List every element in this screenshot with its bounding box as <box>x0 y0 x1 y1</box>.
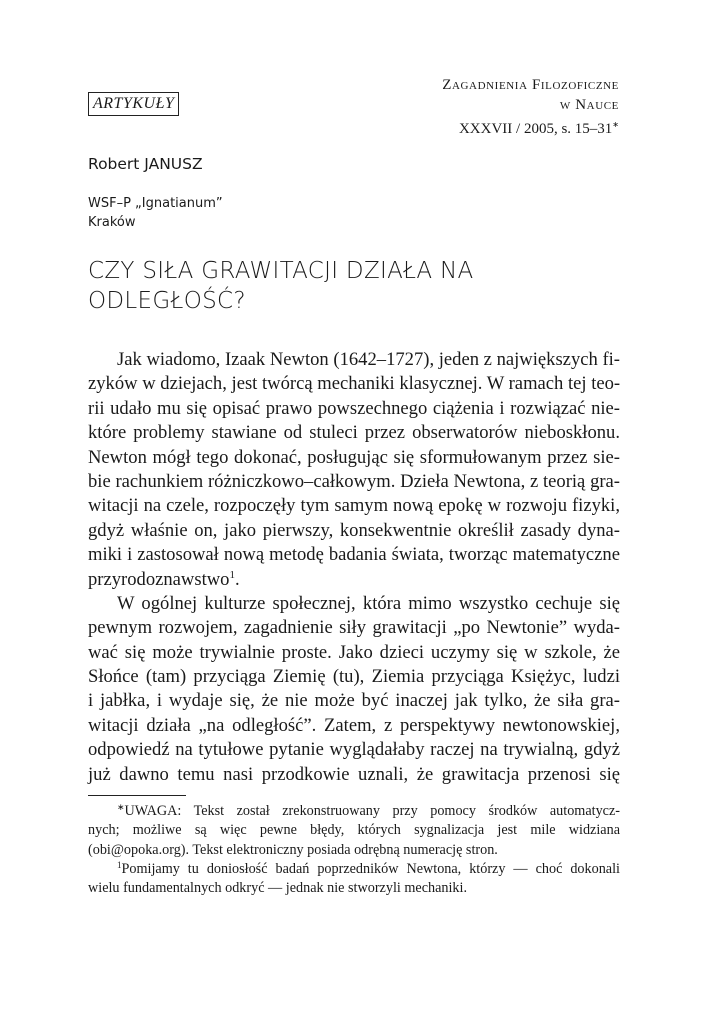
body-line: Słońce (tam) przyciąga Ziemię (tu), Ziemia przyciąga Księżyc, ludzi <box>88 666 620 688</box>
body-line: bie rachunkiem różniczkowo–całkowym. Dzieła Newtona, z teorią gra- <box>88 470 620 492</box>
journal-note-marker: ∗ <box>612 120 619 129</box>
footnote-marker: ∗ <box>117 802 125 812</box>
title-line: CZY SIŁA GRAWITACJI DZIAŁA NA <box>88 258 474 284</box>
footnote-line: nych; możliwe są więc pewne błędy, których sygnalizacja jest mile widziana <box>88 822 620 839</box>
footnote-divider <box>88 795 186 796</box>
body-line: już dawno temu nasi przodkowie uznali, że grawitacja przenosi się <box>88 763 620 785</box>
article-title <box>88 256 648 316</box>
body-line: miki i zastosował nową metodę badania świata, tworząc matematyczne <box>88 544 620 566</box>
journal-name: Zagadnienia Filozoficzne <box>442 77 619 93</box>
body-line: wać się może trywialnie proste. Jako dzieci uczymy się w szkole, że <box>88 641 620 663</box>
body-line: Jak wiadomo, Izaak Newton (1642–1727), jeden z największych fi- <box>117 349 620 370</box>
footnote-text: UWAGA: Tekst został zrekonstruowany przy pomocy środków automatycz- <box>124 803 620 819</box>
footnote-ref: 1 <box>229 568 235 581</box>
footnote-line: (obi@opoka.org). Tekst elektroniczny posiada odrębną numerację stron. <box>88 841 498 858</box>
body-line: zyków w dziejach, jest twórcą mechaniki klasycznej. W ramach tej teo- <box>88 373 621 395</box>
body-line: odpowiedź na tytułowe pytanie wyglądałaby raczej na trywialną, gdyż <box>88 739 620 761</box>
footnote-marker: 1 <box>117 859 122 870</box>
author-city: Kraków <box>88 215 136 230</box>
author-name: Robert JANUSZ <box>88 155 203 173</box>
body-line: Newton mógł tego dokonać, posługując się sformułowanym przez sie- <box>88 446 620 468</box>
journal-subname: w Nauce <box>559 97 619 113</box>
article-body <box>88 348 620 787</box>
body-line-text: przyrodoznawstwo <box>88 568 230 590</box>
footnote-line <box>88 860 620 879</box>
footnote-text: Pomijamy tu doniosłość badań poprzedników Newtona, którzy — choć dokonali <box>121 860 620 877</box>
journal-volume-pages: XXXVII / 2005, s. 15–31 <box>458 121 613 137</box>
title-line: ODLEGŁOŚĆ? <box>88 288 246 314</box>
author-affiliation: WSF–P „Ignatianum” <box>88 196 223 211</box>
journal-issue <box>442 115 619 139</box>
body-line-end: . <box>234 568 240 590</box>
body-line <box>88 568 620 592</box>
body-line: rii udało mu się opisać prawo powszechnego ciążenia i rozwiązać nie- <box>88 397 620 419</box>
footnotes <box>88 802 620 898</box>
body-line: gdyż właśnie on, jako pierwszy, konsekwentnie określił zasady dyna- <box>88 519 620 541</box>
body-line: witacji działa „na odległość”. Zatem, z perspektywy newtonowskiej, <box>88 714 620 736</box>
body-line: witacji na czele, rozpoczęły tym samym nową epokę w rozwoju fizyki, <box>88 495 620 517</box>
section-label: ARTYKUŁY <box>88 92 179 116</box>
footnote-line <box>88 802 620 821</box>
body-line: które problemy stawiane od stuleci przez obserwatorów nieboskłonu. <box>88 422 620 444</box>
body-line: pewnym rozwojem, zagadnienie siły grawitacji „po Newtonie” wyda- <box>88 617 620 639</box>
body-line: W ogólnej kulturze społecznej, która mimo wszystko cechuje się <box>117 592 620 614</box>
footnote-line: wielu fundamentalnych odkryć — jednak nie stworzyli mechaniki. <box>88 880 468 897</box>
body-line: i jabłka, i wydaje się, że nie może być inaczej jak tylko, że siła gra- <box>88 690 620 712</box>
journal-header <box>442 75 619 139</box>
author-affiliation-block <box>88 194 223 232</box>
